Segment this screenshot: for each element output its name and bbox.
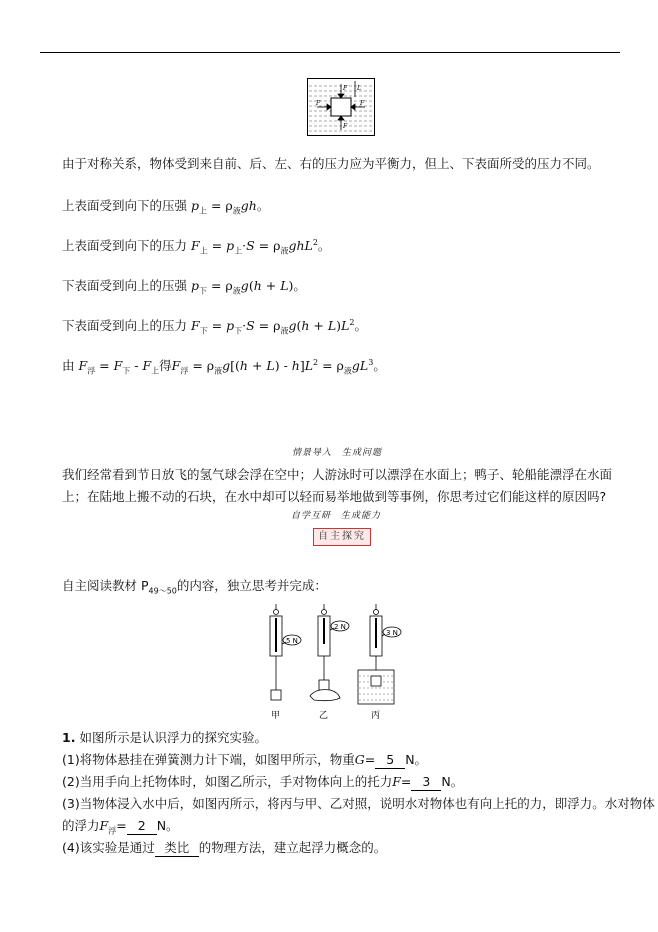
part-equals: = [116,818,127,833]
cube-in-liquid-figure [307,78,375,136]
formula-lead: 上表面受到向下的压强 [62,198,188,213]
part-text: (4)该实验是通过 [62,840,155,855]
question-1-part-2 [62,774,463,791]
self-explore-badge: 自主探究 [313,528,371,546]
scale-reading: 5 N [286,637,298,645]
figure-caption: 甲 [271,711,281,721]
figure-label: L [357,85,361,92]
part-text: (2)当用手向上托物体时，如图乙所示，手对物体向上的托力 [62,774,393,789]
answer-blank: 5 [375,752,405,769]
formula-lead: 上表面受到向下的压力 [62,238,188,253]
reading-pages: 49～50 [148,586,177,596]
header-rule [40,52,620,53]
question-stem: 如图所示是认识浮力的探究实验。 [79,730,267,745]
reading-after: 的内容，独立思考并完成： [176,578,327,593]
part-subscript: 浮 [108,826,117,836]
part-variable: F [392,774,401,789]
question-1-part-3-line-2 [62,818,179,835]
figure-label: F [343,123,348,130]
part-text: 的浮力 [62,818,100,833]
part-variable: G [354,752,365,767]
spring-scale-experiment-figure [262,604,402,724]
part-equals: = [400,774,412,789]
part-equals: = [364,752,376,767]
section-heading-self-study: 自学互研 生成能力 [291,511,382,521]
section-heading-intro: 情景导入 生成问题 [292,448,383,458]
question-1-part-3-line-1: (3)当物体浸入水中后，如图丙所示，将丙与甲、乙对照，说明水对物体也有向上托的力，即浮力。水对物体 [62,796,655,811]
part-text: (1)将物体悬挂在弹簧测力计下端，如图甲所示，物重 [62,752,355,767]
part-variable: F [99,818,109,833]
figure-label: F [316,100,321,107]
formula-connector: 得 [159,358,172,373]
formula-F-bottom: 下表面受到向上的压力 $F_下 = p_下\cdot S = \rho_液g(h + L)L^2$。 [62,317,367,336]
answer-blank: 3 [411,774,441,791]
formula-lead: 下表面受到向上的压力 [62,318,188,333]
formula-lead: 由 [62,358,75,373]
reading-before: 自主阅读教材 P [62,578,149,593]
question-number: 1. [62,730,76,745]
question-1-part-1 [62,752,427,769]
reading-instruction [62,578,327,594]
symmetry-statement: 由于对称关系，物体受到来自前、后、左、右的压力应为平衡力，但上、下表面所受的压力不同。 [62,156,600,171]
part-unit: N。 [405,752,428,767]
intro-paragraph: 我们经常看到节日放飞的氢气球会浮在空中；人游泳时可以漂浮在水面上；鸭子、轮船能漂浮在水面上；在陆地上搬不动的石块，在水中却可以轻而易举地做到等事例，你思考过它们能这样的原因吗? [62,467,613,504]
answer-blank: 2 [127,818,157,835]
formula-F-top: 上表面受到向下的压力 $F_上 = p_上\cdot S = \rho_液ghL^2$。 [62,237,331,256]
figure-label: F [360,100,365,107]
part-unit: N。 [156,818,179,833]
part-unit: N。 [441,774,464,789]
question-1-stem [62,730,267,746]
question-1-part-4 [62,840,386,857]
figure-label: F [343,85,348,92]
formula-p-top: 上表面受到向下的压强 $p_上 = \rho_液gh$。 [62,198,270,216]
formula-buoyancy: 由 $F_浮 = F_下 - F_上$得$F_浮 = \rho_液g[(h + L) - h]L^2 = \rho_液gL^3$。 [62,357,386,376]
formula-lead: 下表面受到向上的压强 [62,278,188,293]
figure-caption: 乙 [319,711,329,721]
answer-blank: 类比 [155,840,199,857]
scale-reading: 3 N [386,629,398,637]
figure-caption: 丙 [371,711,381,721]
formula-p-bottom: 下表面受到向上的压强 $p_下 = \rho_液g(h + L)$。 [62,278,306,296]
part-text: 的物理方法，建立起浮力概念的。 [198,840,387,855]
scale-reading: 2 N [334,623,346,631]
